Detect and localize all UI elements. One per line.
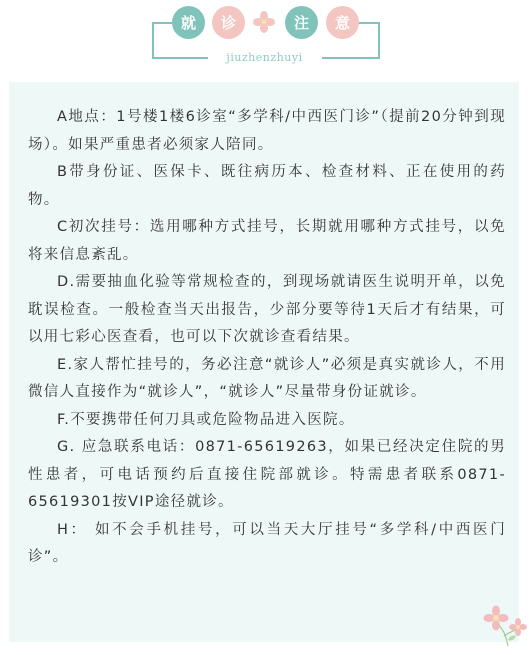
notice-content	[28, 104, 506, 572]
title-char-4: 意	[326, 6, 359, 39]
title-char-3: 注	[285, 6, 318, 39]
pinyin-subtitle: jiuzhenzhuyi	[226, 51, 303, 64]
notice-item-f: F.不要携带任何刀具或危险物品进入医院。	[57, 411, 355, 428]
notice-item-b: B带身份证、医保卡、既往病历本、检查材料、正在使用的药物。	[28, 164, 506, 208]
header-line-left	[152, 22, 174, 24]
notice-item-e: E.家人帮忙挂号的，务必注意“就诊人”必须是真实就诊人，不用微信人直接作为“就诊人”，“就诊人”尽量带身份证就诊。	[28, 356, 506, 400]
notice-item-g: G. 应急联系电话：0871-65619263，如果已经决定住院的男性患者，可电话预约后直接住院部就诊。特需患者联系0871-65619301按VIP途径就诊。	[28, 439, 506, 510]
header-banner	[0, 0, 529, 70]
title-char-1: 就	[172, 6, 205, 39]
title-char-2: 诊	[212, 6, 245, 39]
flower-icon	[252, 10, 276, 34]
notice-item-c: C初次挂号：选用哪种方式挂号，长期就用哪种方式挂号，以免将来信息紊乱。	[28, 219, 506, 263]
flower-decoration-icon	[478, 596, 528, 646]
notice-item-h: H： 如不会手机挂号，可以当天大厅挂号“多学科/中西医门诊”。	[28, 521, 506, 565]
notice-item-a: A地点：1号楼1楼6诊室“多学科/中西医门诊”（提前20分钟到现场）。如果严重患者必须家人陪同。	[28, 109, 506, 153]
header-line-right	[357, 22, 380, 24]
notice-item-d: D.需要抽血化验等常规检查的，到现场就请医生说明开单，以免耽误检查。一般检查当天出报告，少部分要等待1天后才有结果，可以用七彩心医查看，也可以下次就诊查看结果。	[28, 274, 506, 345]
